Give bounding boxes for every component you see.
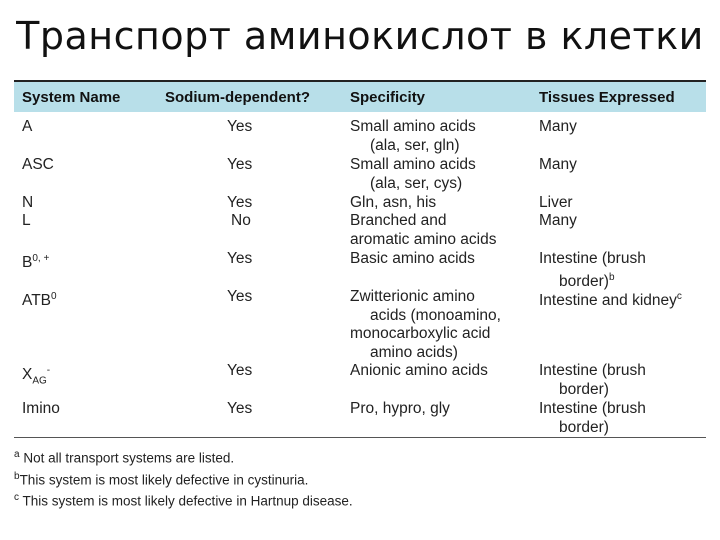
row-asc-sodium: Yes bbox=[227, 156, 253, 173]
header-specificity: Specificity bbox=[350, 89, 426, 106]
row-atb-sodium: Yes bbox=[227, 288, 253, 305]
row-imino-tissue-line1: Intestine (brush bbox=[539, 400, 646, 417]
row-b-sodium: Yes bbox=[227, 250, 253, 267]
row-a-sodium: Yes bbox=[227, 118, 253, 135]
row-l-specificity bbox=[350, 212, 496, 249]
header-system-name: System Name bbox=[22, 89, 121, 106]
row-xag-tissue-line1: Intestine (brush bbox=[539, 362, 646, 379]
row-asc-spec-line1: Small amino acids bbox=[350, 156, 476, 173]
row-a-name: A bbox=[22, 118, 33, 135]
footnote-a: $^a$ Not all transport systems are listed. bbox=[14, 449, 235, 466]
row-atb-name: ATB$^0$ bbox=[22, 291, 57, 310]
row-xag-sodium: Yes bbox=[227, 362, 253, 379]
row-a-specificity bbox=[350, 118, 476, 155]
table-body bbox=[14, 112, 706, 437]
row-l-name: L bbox=[22, 212, 31, 229]
row-b-tissue-line1: Intestine (brush bbox=[539, 250, 646, 267]
row-imino-name: Imino bbox=[22, 400, 60, 417]
row-n-specificity: Gln, asn, his bbox=[350, 194, 437, 211]
row-l-sodium: No bbox=[231, 212, 251, 229]
row-asc-name: ASC bbox=[22, 156, 54, 173]
row-atb-spec-line2: acids (monoamino, bbox=[370, 306, 501, 324]
row-atb-specificity bbox=[350, 288, 501, 362]
footnote-b: $^b$This system is most likely defective in cystinuria. bbox=[14, 470, 309, 487]
row-atb-spec-line4: amino acids) bbox=[370, 343, 458, 361]
header-tissues-expressed: Tissues Expressed bbox=[539, 89, 675, 106]
row-l-spec-line1: Branched and bbox=[350, 212, 447, 229]
row-a-spec-line1: Small amino acids bbox=[350, 118, 476, 135]
row-imino-sodium: Yes bbox=[227, 400, 253, 417]
row-n-tissues: Liver bbox=[539, 194, 573, 211]
row-xag-name: $X_{AG}^-$ bbox=[22, 365, 51, 387]
row-asc-spec-line2: (ala, ser, cys) bbox=[370, 174, 463, 192]
row-atb-spec-line1: Zwitterionic amino bbox=[350, 288, 475, 305]
row-l-spec-line2: aromatic amino acids bbox=[350, 230, 497, 248]
amino-acid-transport-table bbox=[14, 80, 706, 438]
row-l-tissues: Many bbox=[539, 212, 577, 229]
row-imino-tissues bbox=[539, 400, 646, 437]
table-bottom-rule bbox=[14, 437, 706, 438]
row-imino-tissue-line2: border) bbox=[559, 418, 609, 436]
row-xag-tissues bbox=[539, 362, 646, 399]
row-xag-specificity: Anionic amino acids bbox=[350, 362, 488, 379]
row-xag-tissue-line2: border) bbox=[559, 380, 609, 398]
row-asc-tissues: Many bbox=[539, 156, 577, 173]
row-a-spec-line2: (ala, ser, gln) bbox=[370, 136, 460, 154]
row-imino-specificity: Pro, hypro, gly bbox=[350, 400, 450, 417]
row-a-tissues: Many bbox=[539, 118, 577, 135]
row-b-name: $B^{0, +}$ bbox=[22, 253, 50, 272]
row-n-sodium: Yes bbox=[227, 194, 253, 211]
row-b-tissues bbox=[539, 250, 646, 291]
page-title: Транспорт аминокислот в клетки bbox=[16, 14, 704, 58]
row-atb-tissues: Intestine and kidney$^c$ bbox=[539, 291, 682, 310]
header-sodium-dependent: Sodium-dependent? bbox=[165, 89, 310, 106]
row-b-tissue-line2: border)$^b$ bbox=[559, 271, 615, 290]
row-atb-spec-line3: monocarboxylic acid bbox=[350, 325, 491, 342]
row-n-name: N bbox=[22, 194, 34, 211]
table-footnotes bbox=[14, 446, 353, 511]
row-asc-specificity bbox=[350, 156, 476, 193]
row-b-specificity: Basic amino acids bbox=[350, 250, 475, 267]
footnote-c: $^c$ This system is most likely defective in Hartnup disease. bbox=[14, 492, 353, 509]
table-header bbox=[14, 82, 706, 112]
